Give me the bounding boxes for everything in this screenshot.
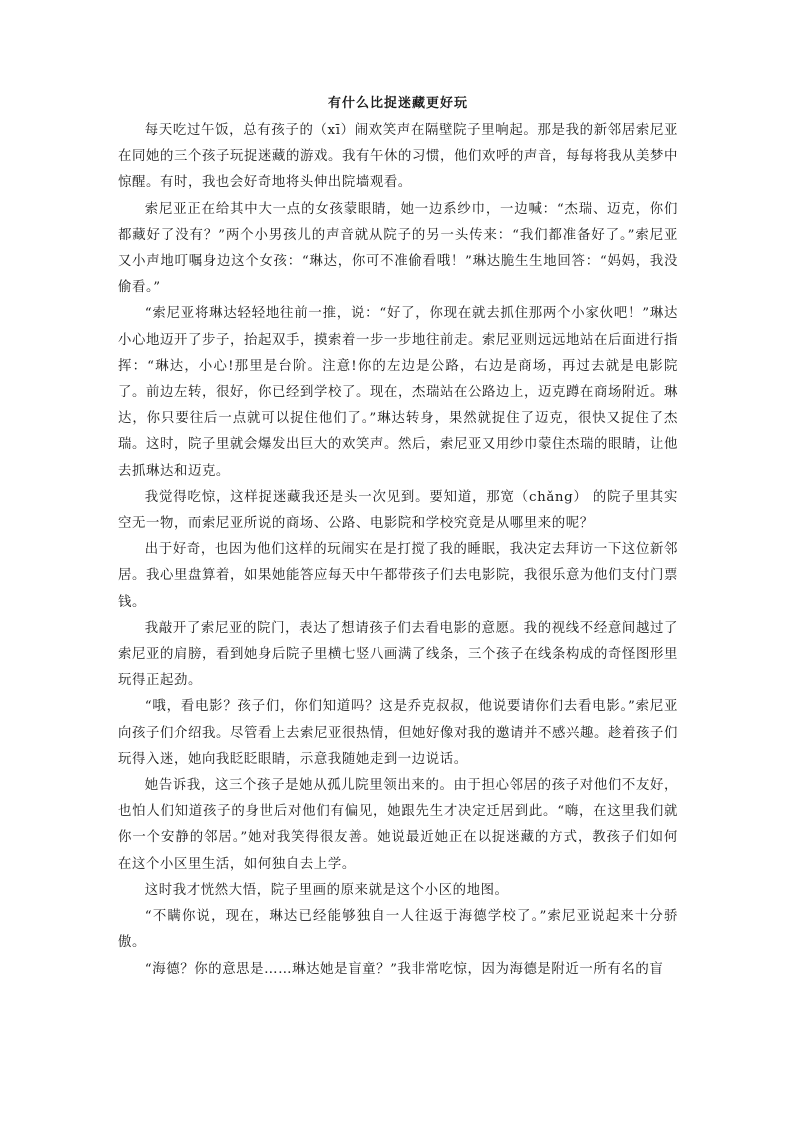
paragraph-2: 索尼亚正在给其中大一点的女孩蒙眼睛，她一边系纱巾，一边喊：“杰瑞、迈克，你们都藏好了没有？”两个小男孩儿的声音就从院子的另一头传来：“我们都准备好了。”索尼亚又小声地叮嘱身边这个女孩：“琳达，你可不准偷看哦！”琳达脆生生地回答：“妈妈，我没偷看。” [118,201,678,296]
paragraph-7: “哦，看电影？孩子们，你们知道吗？这是乔克叔叔，他说要请你们去看电影。”索尼亚向孩子们介绍我。尽管看上去索尼亚很热情，但她好像对我的邀请并不感兴趣。趁着孩子们玩得入迷，她向我眨眨眼睛，示意我随她走到一边说话。 [118,699,678,767]
paragraph-5: 出于好奇，也因为他们这样的玩闹实在是打搅了我的睡眠，我决定去拜访一下这位新邻居。我心里盘算着，如果她能答应每天中午都带孩子们去电影院，我很乐意为他们支付门票钱。 [118,542,678,610]
paragraph-10: “不瞒你说，现在，琳达已经能够独自一人往返于海德学校了。”索尼亚说起来十分骄傲。 [118,909,678,951]
paragraph-6: 我敲开了索尼亚的院门，表达了想请孩子们去看电影的意愿。我的视线不经意间越过了索尼亚的肩膀，看到她身后院子里横七竖八画满了线条，三个孩子在线条构成的奇怪图形里玩得正起劲。 [118,620,678,689]
paragraph-4: 我觉得吃惊，这样捉迷藏我还是头一次见到。要知道，那宽（chǎng） 的院子里其实空无一物，而索尼亚所说的商场、公路、电影院和学校究竟是从哪里来的呢？ [118,489,678,532]
paragraph-11: “海德？你的意思是……琳达她是盲童？”我非常吃惊，因为海德是附近一所有名的盲 [144,961,664,977]
article-title: 有什么比捉迷藏更好玩 [327,96,468,111]
paragraph-9: 这时我才恍然大悟，院子里画的原来就是这个小区的地图。 [144,882,509,898]
paragraph-1: 每天吃过午饭，总有孩子的（xī）闹欢笑声在隔壁院子里响起。那是我的新邻居索尼亚在同她的三个孩子玩捉迷藏的游戏。我有午休的习惯，他们欢呼的声音，每每将我从美梦中惊醒。有时，我也会好奇地将头伸出院墙观看。 [118,123,678,191]
paragraph-8: 她告诉我，这三个孩子是她从孤儿院里领出来的。由于担心邻居的孩子对他们不友好，也怕人们知道孩子的身世后对他们有偏见，她跟先生才决定迁居到此。“嗨，在这里我们就你一个安静的邻居。”她对我笑得很友善。她说最近她正在以捉迷藏的方式，教孩子们如何在这个小区里生活，如何独自去上学。 [118,778,678,872]
paragraph-3: “索尼亚将琳达轻轻地往前一推，说：“好了，你现在就去抓住那两个小家伙吧！”琳达小心地迈开了步子，抬起双手，摸索着一步一步地往前走。索尼亚则远远地站在后面进行指挥：“琳达，小心!那里是台阶。注意!你的左边是公路，右边是商场，再过去就是电影院了。前边左转，很好，你已经到学校了。现在，杰瑞站在公路边上，迈克蹲在商场附近。琳达，你只要往后一点就可以捉住他们了。”琳达转身，果然就捉住了迈克，很快又捉住了杰瑞。这时，院子里就会爆发出巨大的欢笑声。然后，索尼亚又用纱巾蒙住杰瑞的眼睛，让他去抓琳达和迈克。 [118,306,678,479]
document-page [118,94,678,983]
